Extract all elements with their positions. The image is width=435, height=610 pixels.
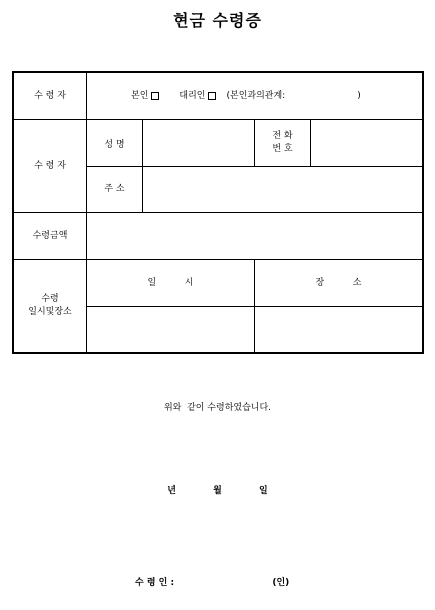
receipt-statement: 위와 같이 수령하였습니다. [163, 403, 272, 413]
datetime-place-label-line2: 일시및장소 [28, 307, 72, 317]
place-header [255, 260, 422, 306]
date-line [0, 483, 435, 496]
recipient-info-label [14, 120, 86, 212]
relation-input[interactable] [285, 91, 357, 101]
name-label-text: 성 명 [104, 140, 125, 150]
place-field[interactable] [255, 307, 422, 352]
signature-label: 수 령 인 : [135, 578, 175, 588]
datetime-header [87, 260, 254, 306]
datetime-header-text: 일 시 [147, 277, 194, 288]
name-label [87, 120, 142, 166]
address-label-text: 주 소 [104, 184, 125, 194]
name-field[interactable] [143, 120, 254, 166]
address-field[interactable] [143, 167, 422, 212]
self-option-label: 본인 [131, 90, 149, 101]
datetime-place-label-line1: 수령 [41, 294, 59, 304]
proxy-checkbox[interactable] [208, 92, 216, 100]
recipient-type-label [14, 73, 86, 119]
recipient-type-options [87, 73, 422, 119]
phone-field[interactable] [311, 120, 422, 166]
amount-field[interactable] [87, 213, 422, 259]
signature-line [135, 575, 289, 588]
signature-field[interactable] [177, 575, 269, 585]
seal-mark: (인) [272, 578, 290, 588]
datetime-field[interactable] [87, 307, 254, 352]
address-label [87, 167, 142, 212]
amount-label-text: 수령금액 [32, 230, 68, 241]
amount-label [14, 213, 86, 259]
recipient-type-label-text: 수 령 자 [34, 90, 66, 101]
datetime-place-label [14, 260, 86, 352]
proxy-option-label: 대리인 [179, 90, 206, 101]
phone-label-line2: 번 호 [272, 144, 293, 154]
self-checkbox[interactable] [151, 92, 159, 100]
recipient-info-label-text: 수 령 자 [34, 160, 66, 171]
day-label: 일 [258, 486, 268, 496]
relation-label: (본인과의관계: [226, 90, 286, 101]
phone-label-line1: 전 화 [272, 131, 293, 141]
phone-label [255, 120, 310, 166]
relation-close: ) [357, 90, 361, 101]
receipt-form [12, 71, 424, 354]
year-label: 년 [167, 486, 176, 496]
place-header-text: 장 소 [315, 277, 362, 288]
month-label: 월 [213, 486, 222, 496]
document-title: 현금 수령증 [173, 11, 262, 30]
